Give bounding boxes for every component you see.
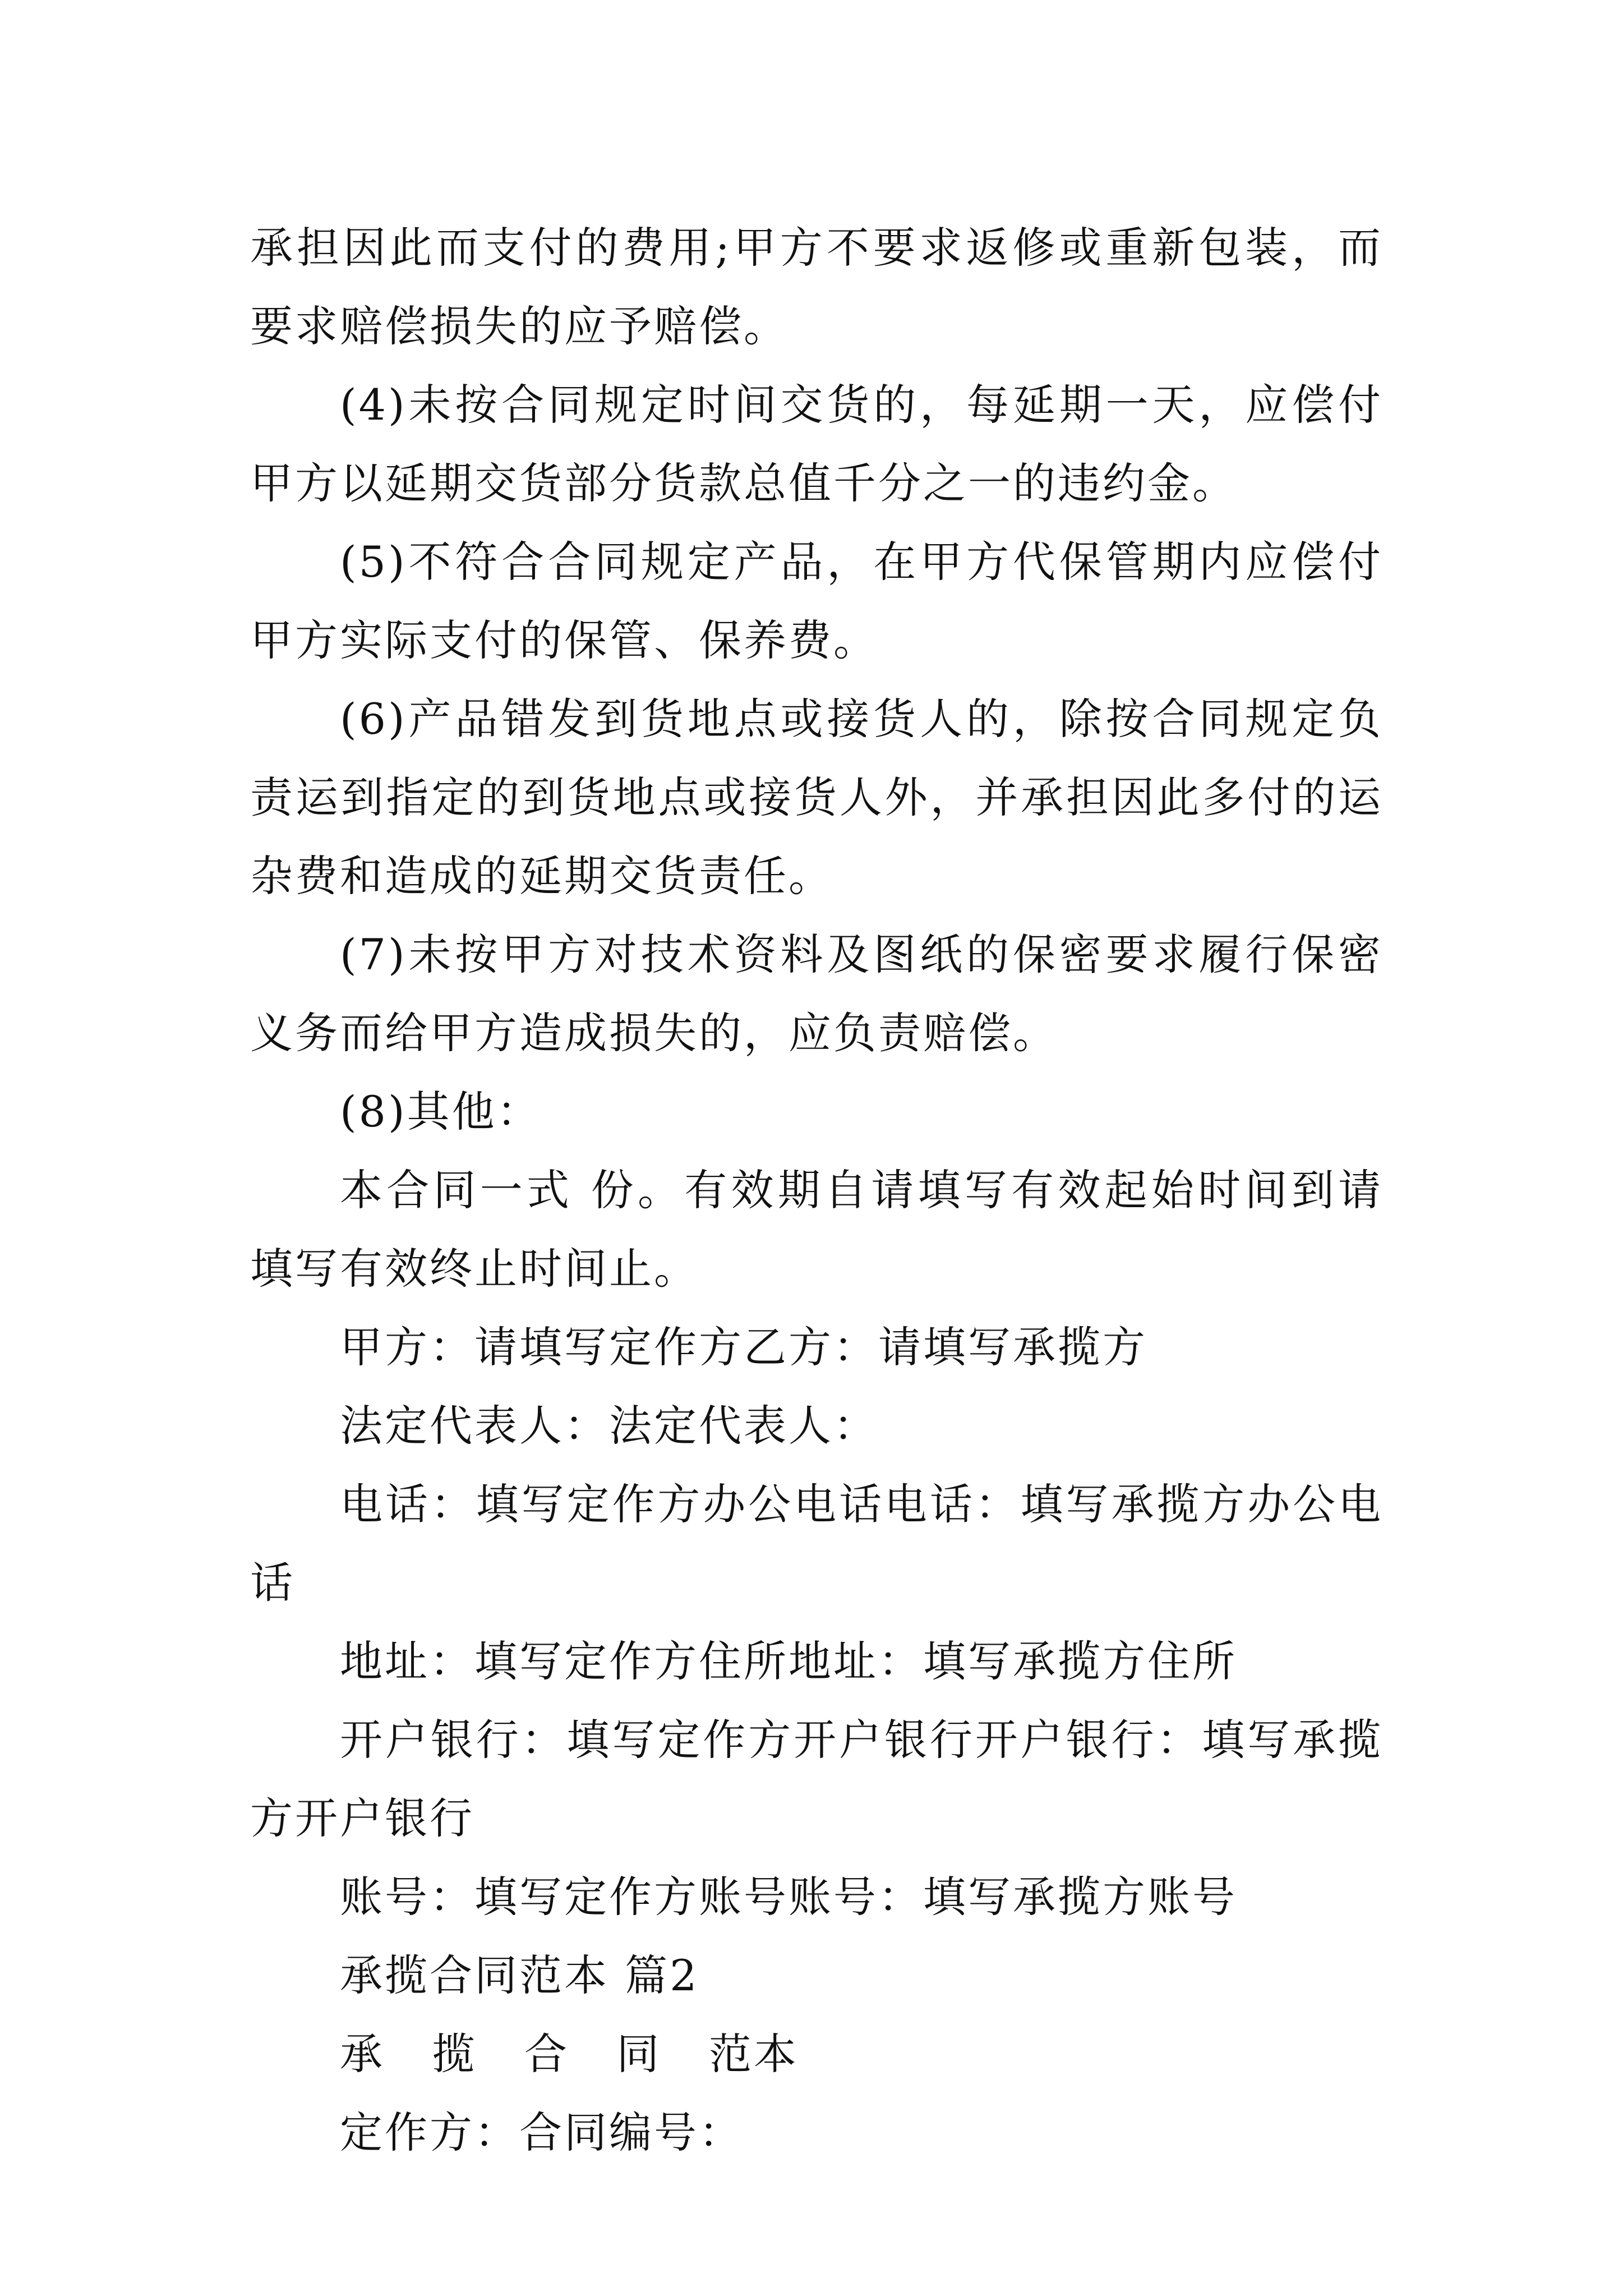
paragraph-clause-6: (6)产品错发到货地点或接货人的，除按合同规定负责运到指定的到货地点或接货人外，并承担因此多付的运杂费和造成的延期交货责任。: [250, 694, 1383, 901]
paragraph-accounts: 账号：填写定作方账号账号：填写承揽方账号: [340, 1872, 1237, 1922]
paragraph-addresses: 地址：填写定作方住所地址：填写承揽方住所: [340, 1636, 1237, 1686]
paragraph-clause-7: (7)未按甲方对技术资料及图纸的保密要求履行保密义务而给甲方造成损失的，应负责赔偿。: [250, 930, 1383, 1058]
contract-template-title: 承 揽 合 同 范本: [340, 2029, 799, 2079]
paragraph-parties: 甲方：请填写定作方乙方：请填写承揽方: [340, 1322, 1147, 1372]
paragraph-commissioning-party: 定作方：合同编号：: [340, 2108, 744, 2157]
paragraph-legal-representatives: 法定代表人：法定代表人：: [340, 1401, 878, 1451]
paragraph-clause-5: (5)不符合合同规定产品，在甲方代保管期内应偿付甲方实际支付的保管、保养费。: [250, 537, 1383, 665]
paragraph-clause-4: (4)未按合同规定时间交货的，每延期一天，应偿付甲方以延期交货部分货款总值千分之一的违约金。: [250, 380, 1383, 508]
document-body: [250, 209, 1383, 2172]
paragraph-banks: 开户银行：填写定作方开户银行开户银行：填写承揽方开户银行: [250, 1715, 1383, 1843]
paragraph-clause-8: (8)其他：: [340, 1087, 542, 1137]
paragraph-liability-continuation: 承担因此而支付的费用;甲方不要求返修或重新包装，而要求赔偿损失的应予赔偿。: [250, 223, 1383, 351]
paragraph-phones: 电话：填写定作方办公电话电话：填写承揽方办公电话: [250, 1479, 1383, 1608]
paragraph-copies-validity: 本合同一式 份。有效期自请填写有效起始时间到请填写有效终止时间止。: [250, 1165, 1383, 1294]
section-heading-part-2: 承揽合同范本 篇2: [340, 1950, 699, 2000]
